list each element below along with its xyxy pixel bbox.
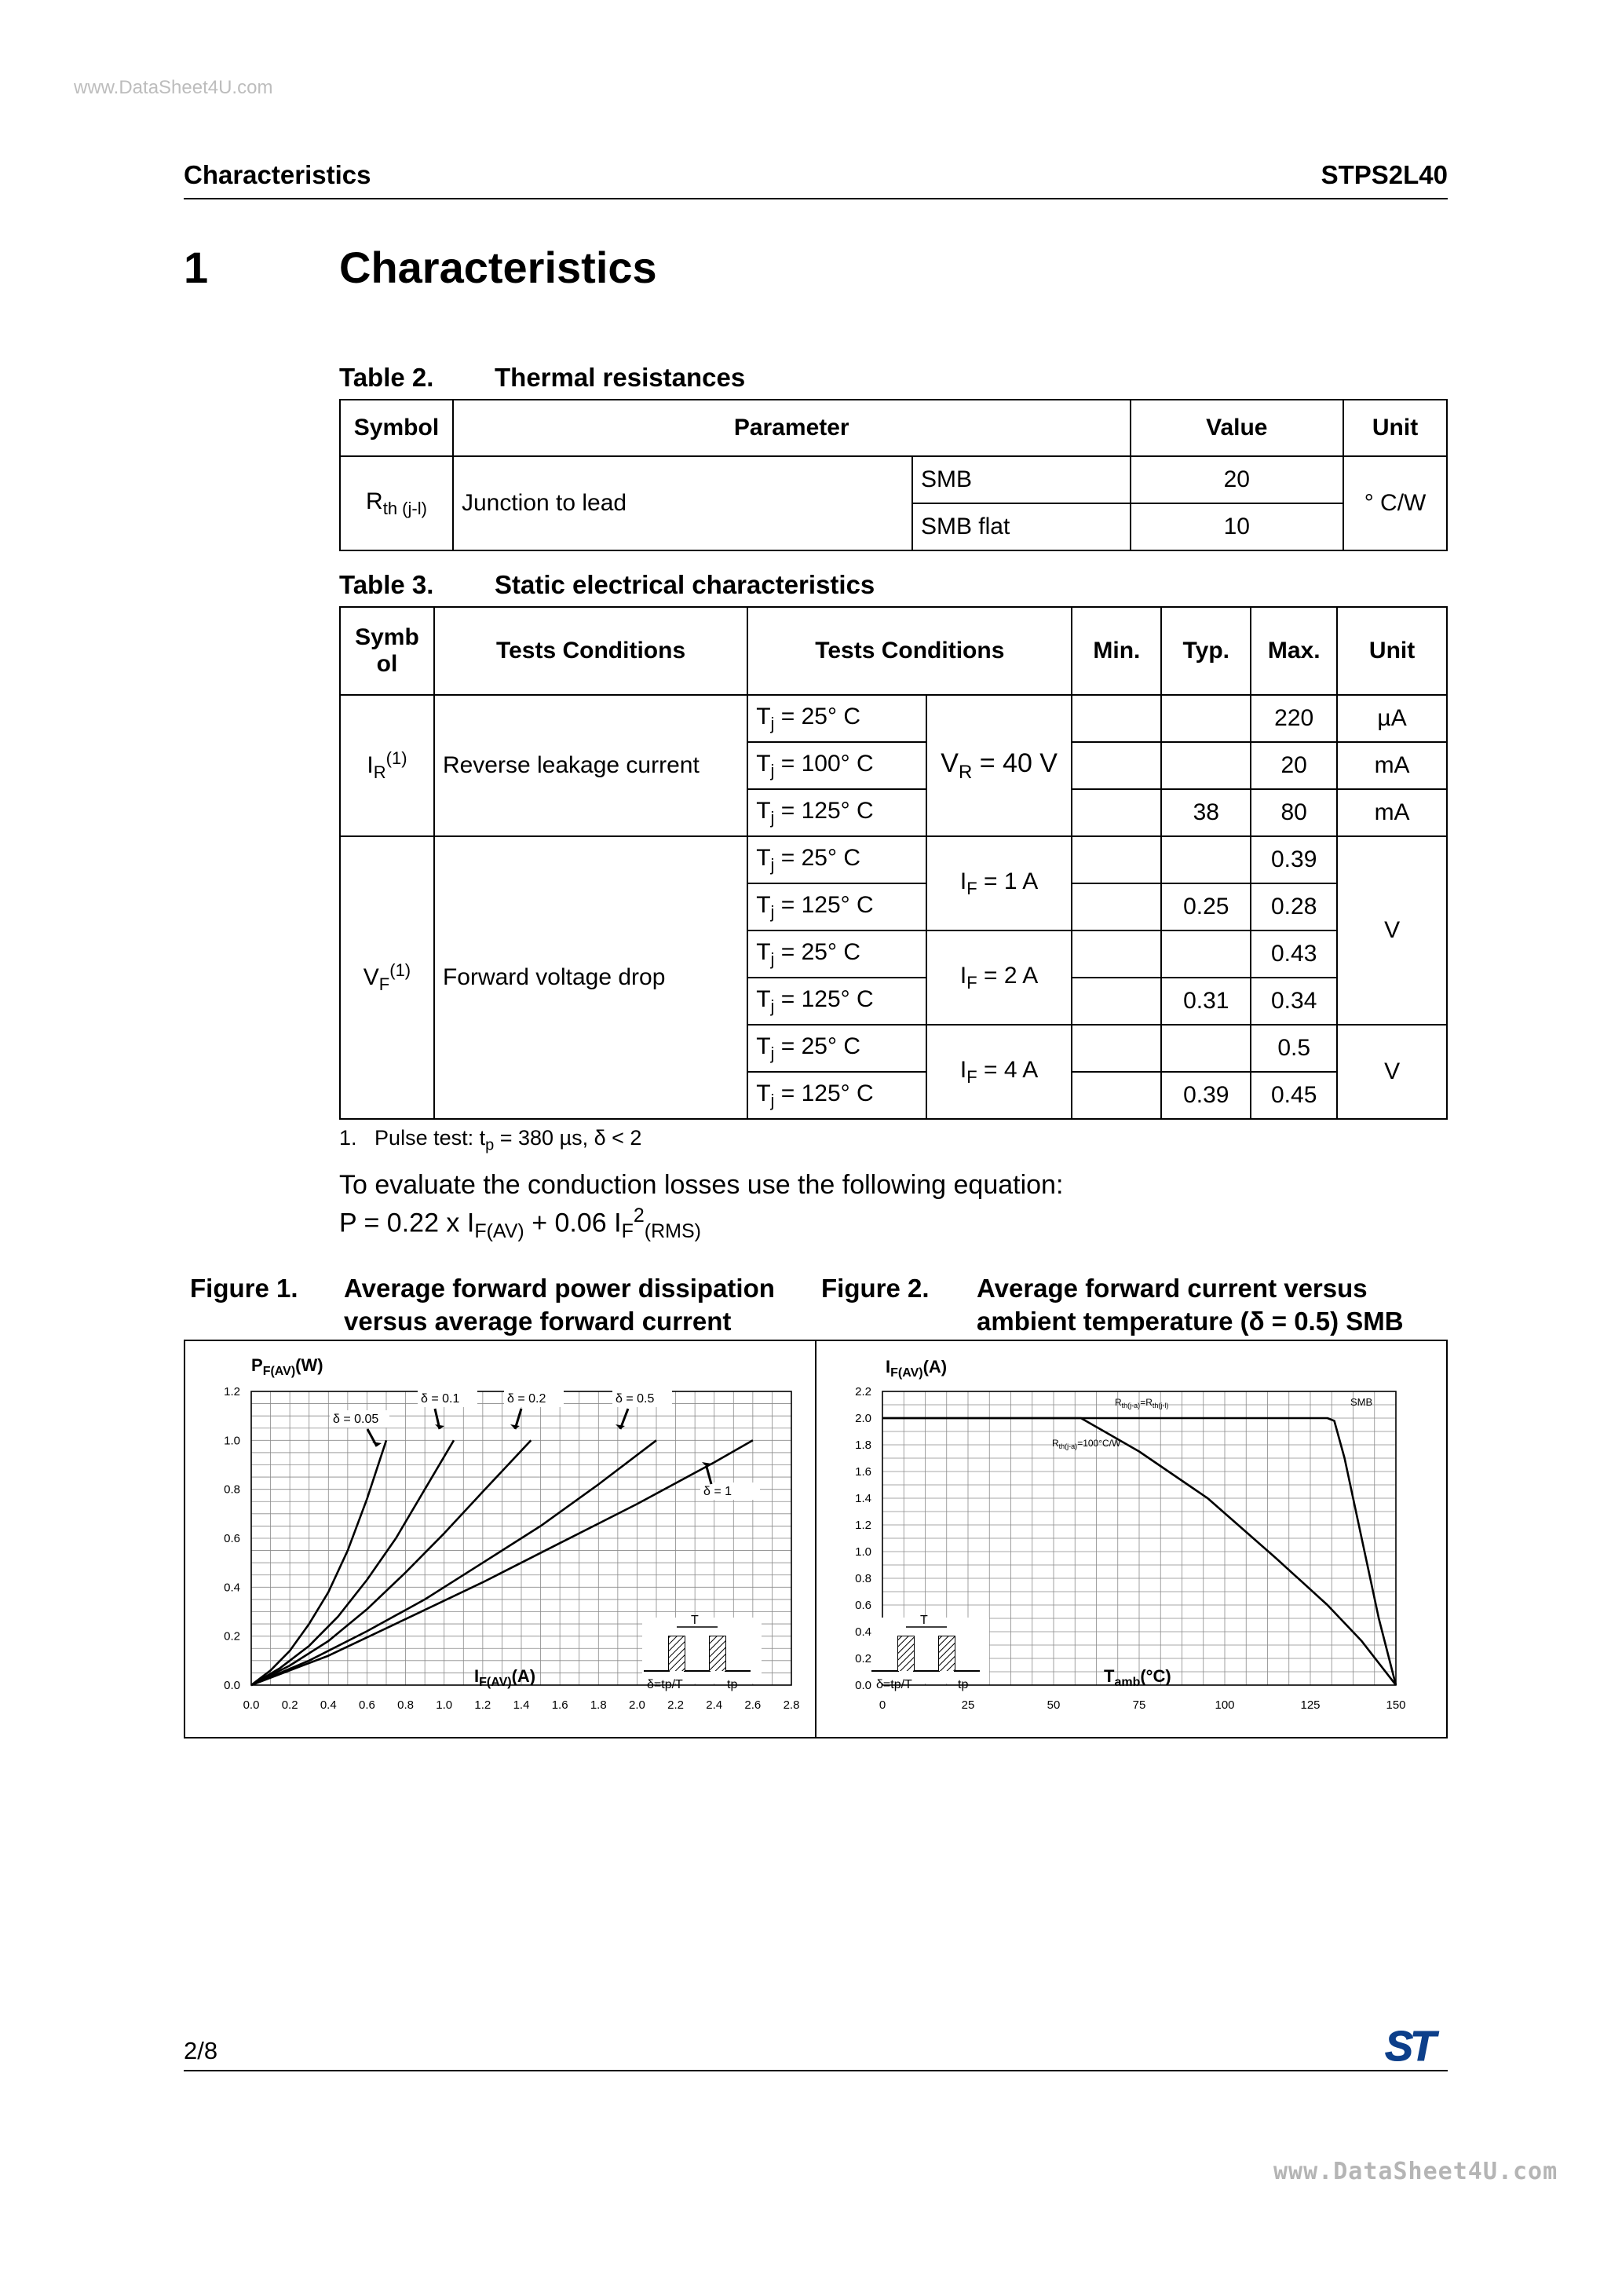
y-tick-label: 0.4 [855,1625,871,1639]
x-tick-label: 1.0 [436,1698,453,1712]
y-tick-label: 1.0 [224,1434,240,1448]
y-tick-label: 0.4 [224,1581,240,1595]
y-tick-label: 1.2 [855,1519,871,1532]
t3-unit: mA [1337,789,1447,836]
t3-min [1072,978,1161,1025]
t3-min [1072,883,1161,930]
y-tick-label: 0.0 [224,1679,240,1692]
series-label: δ = 0.2 [507,1392,546,1406]
series-label: δ = 0.05 [333,1413,379,1426]
t3-header-max: Max. [1251,607,1337,695]
t3-max: 20 [1251,742,1337,789]
t3-max: 0.34 [1251,978,1337,1025]
x-tick-label: 1.8 [590,1698,607,1712]
watermark-bottom: www.DataSheet4U.com [1273,2158,1558,2185]
t3-tj-cond: $T_j = 125^\circ$ C [747,883,926,930]
y-tick-label: 1.8 [855,1439,871,1452]
t3-typ: 38 [1161,789,1251,836]
t3-min [1072,742,1161,789]
t3-ir-param: Reverse leakage current [434,695,747,836]
figure1-inset-duty: δ=tp/T [647,1678,683,1691]
section-number: 1 [184,243,209,292]
figure2-annot-smb: SMB [1350,1396,1373,1408]
figure2-xlabel: $T_{amb}(^\circ C)$ [1104,1666,1171,1689]
table2-label: Table 2. [339,363,434,392]
x-tick-label: 0.6 [358,1698,375,1712]
t3-tj-cond: $T_j = 125^\circ$ C [747,789,926,836]
figure1-inset-tp: tp [727,1678,738,1691]
figure1-xlabel: $I_{F(AV)}(A)$ [474,1666,536,1689]
t3-vr-cond: $V_R = 40$ V [926,695,1072,836]
t3-max: 80 [1251,789,1337,836]
t2-header-parameter: Parameter [453,400,1131,456]
figure1-chart [185,1341,813,1737]
series-label-arrowhead [372,1442,382,1446]
t3-typ [1161,695,1251,742]
figure2-pulse-inset [871,1614,989,1691]
y-tick-label: 0.2 [855,1652,871,1665]
figure2-annot-rth-equal: $R_{th(j-a)}=R_{th(j-l)}$ [1115,1397,1169,1409]
y-tick-label: 0.8 [224,1483,240,1497]
series-label: δ = 0.5 [616,1392,655,1406]
t3-if-cond: $I_F = 1$ A [926,836,1072,930]
t3-max: 0.28 [1251,883,1337,930]
t2-symbol: $R_{th (j-l)}$ [340,456,453,550]
t3-min [1072,836,1161,883]
figure2-caption [821,1272,1449,1338]
y-tick-label: 1.6 [855,1465,871,1479]
table3-label: Table 3. [339,570,434,599]
x-tick-label: 1.4 [513,1698,530,1712]
x-tick-label: 2.2 [667,1698,685,1712]
t2-package: SMB [912,456,1131,503]
series-label-arrowhead [702,1462,711,1467]
figure1-title-line2: versus average forward current [344,1307,732,1336]
st-logo [1382,2026,1449,2065]
static-electrical-table [339,606,1448,1120]
t3-typ [1161,1025,1251,1072]
t2-parameter: Junction to lead [453,456,912,550]
series-label-arrow [707,1467,711,1484]
t3-header-min: Min. [1072,607,1161,695]
figure2-inset-T: T [920,1614,928,1627]
t3-if-cond: $I_F = 2$ A [926,930,1072,1025]
y-tick-label: 2.2 [855,1385,871,1398]
t2-value: 10 [1131,503,1344,550]
t3-typ [1161,930,1251,978]
t3-max: 0.45 [1251,1072,1337,1119]
y-tick-label: 1.2 [224,1385,240,1398]
y-tick-label: 0.2 [224,1629,240,1643]
t2-header-symbol: Symbol [340,400,453,456]
y-tick-label: 1.0 [855,1545,871,1559]
table3-caption [339,570,875,600]
t3-max: 220 [1251,695,1337,742]
t3-tj-cond: $T_j = 25^\circ$ C [747,836,926,883]
t3-tj-cond: $T_j = 25^\circ$ C [747,930,926,978]
figure2-chart [816,1341,1446,1737]
t3-vf-symbol: $V_F^{(1)}$ [340,836,434,1119]
t3-min [1072,695,1161,742]
x-tick-label: 25 [961,1698,975,1712]
t2-value: 20 [1131,456,1344,503]
t2-package: SMB flat [912,503,1131,550]
t3-min [1072,789,1161,836]
t3-tj-cond: $T_j = 100^\circ$ C [747,742,926,789]
x-tick-label: 2.6 [744,1698,762,1712]
x-tick-label: 1.2 [474,1698,491,1712]
x-tick-label: 0 [879,1698,886,1712]
t3-vf-param: Forward voltage drop [434,836,747,1119]
figure2-title-line2: ambient temperature (δ = 0.5) SMB [977,1307,1404,1336]
y-tick-label: 0.0 [855,1679,871,1692]
figure2-title-line1: Average forward current versus [977,1274,1368,1303]
t3-if-cond: $I_F = 4$ A [926,1025,1072,1119]
figure1-inset-T: T [691,1614,699,1627]
figure1-title-line1: Average forward power dissipation [344,1274,775,1303]
t3-header-symbol: Symb ol [340,607,434,695]
x-tick-label: 75 [1132,1698,1146,1712]
x-tick-label: 2.0 [628,1698,645,1712]
t3-max: 0.43 [1251,930,1337,978]
figure1-caption [190,1272,810,1338]
t3-header-cond2: Tests Conditions [747,607,1072,695]
y-tick-label: 0.8 [855,1572,871,1585]
t3-min [1072,1072,1161,1119]
figure2-inset-tp: tp [958,1678,969,1691]
t3-typ [1161,836,1251,883]
figure2-annot-rth-100: $R_{th(j-a)}=100^\circ C/W$ [1052,1438,1121,1450]
x-tick-label: 125 [1300,1698,1321,1712]
t3-typ: 0.31 [1161,978,1251,1025]
t3-tj-cond: $T_j = 125^\circ$ C [747,1072,926,1119]
section-title: Characteristics [339,243,657,292]
t3-header-typ: Typ. [1161,607,1251,695]
t3-ir-symbol: $I_R^{(1)}$ [340,695,434,836]
t3-max: 0.39 [1251,836,1337,883]
t2-unit: ° C/W [1343,456,1447,550]
table2-title: Thermal resistances [495,363,746,392]
figure1-ylabel: $P_{F(AV)}(W)$ [251,1355,323,1378]
x-tick-label: 0.2 [281,1698,298,1712]
figure1-label: Figure 1. [190,1274,298,1303]
equation: P = 0.22 x $I_{F(AV)} + 0.06$ $I_F^2_{(RMS)}$ [339,1205,701,1243]
figure1-pulse-inset [642,1614,762,1691]
table3-footnote: 1. Pulse test: $t_p = 380$ µs, δ < 2 [339,1126,642,1154]
x-tick-label: 2.8 [783,1698,800,1712]
series-label: δ = 0.1 [421,1392,460,1406]
y-tick-label: 0.6 [224,1532,240,1545]
x-tick-label: 150 [1386,1698,1406,1712]
t3-header-unit: Unit [1337,607,1447,695]
header-rule [184,198,1448,199]
t3-typ: 0.25 [1161,883,1251,930]
x-tick-label: 2.4 [706,1698,723,1712]
y-tick-label: 2.0 [855,1412,871,1425]
x-tick-label: 0.0 [243,1698,260,1712]
st-logo-text: ST [1385,2026,1434,2065]
t2-header-unit: Unit [1343,400,1447,456]
header-section-name: Characteristics [184,160,371,189]
x-tick-label: 50 [1047,1698,1061,1712]
t2-header-value: Value [1131,400,1344,456]
watermark-top: www.DataSheet4U.com [74,77,273,98]
t3-tj-cond: $T_j = 125^\circ$ C [747,978,926,1025]
header-part-number: STPS2L40 [1321,160,1448,189]
figure2-label: Figure 2. [821,1274,930,1303]
y-tick-label: 0.6 [855,1599,871,1612]
footer-rule [184,2070,1448,2071]
x-tick-label: 1.6 [551,1698,568,1712]
t3-tj-cond: $T_j = 25^\circ$ C [747,695,926,742]
figure2-inset-duty: δ=tp/T [876,1678,912,1691]
equation-intro: To evaluate the conduction losses use the following equation: [339,1170,1064,1200]
t3-typ [1161,742,1251,789]
t3-typ: 0.39 [1161,1072,1251,1119]
t3-unit: V [1337,1025,1447,1119]
thermal-resistances-table [339,399,1448,551]
t3-max: 0.5 [1251,1025,1337,1072]
y-tick-label: 1.4 [855,1492,871,1505]
x-tick-label: 0.8 [397,1698,415,1712]
page-number: 2/8 [184,2037,218,2064]
t3-min [1072,1025,1161,1072]
t3-min [1072,930,1161,978]
table2-caption [339,363,745,393]
t3-tj-cond: $T_j = 25^\circ$ C [747,1025,926,1072]
series-label: δ = 1 [703,1485,732,1498]
t3-unit: V [1337,836,1447,1025]
t3-header-cond1: Tests Conditions [434,607,747,695]
table3-title: Static electrical characteristics [495,570,875,599]
x-tick-label: 0.4 [320,1698,337,1712]
x-tick-label: 100 [1215,1698,1235,1712]
t3-unit: mA [1337,742,1447,789]
figure2-ylabel: $I_{F(AV)}(A)$ [886,1357,948,1380]
t3-unit: µA [1337,695,1447,742]
